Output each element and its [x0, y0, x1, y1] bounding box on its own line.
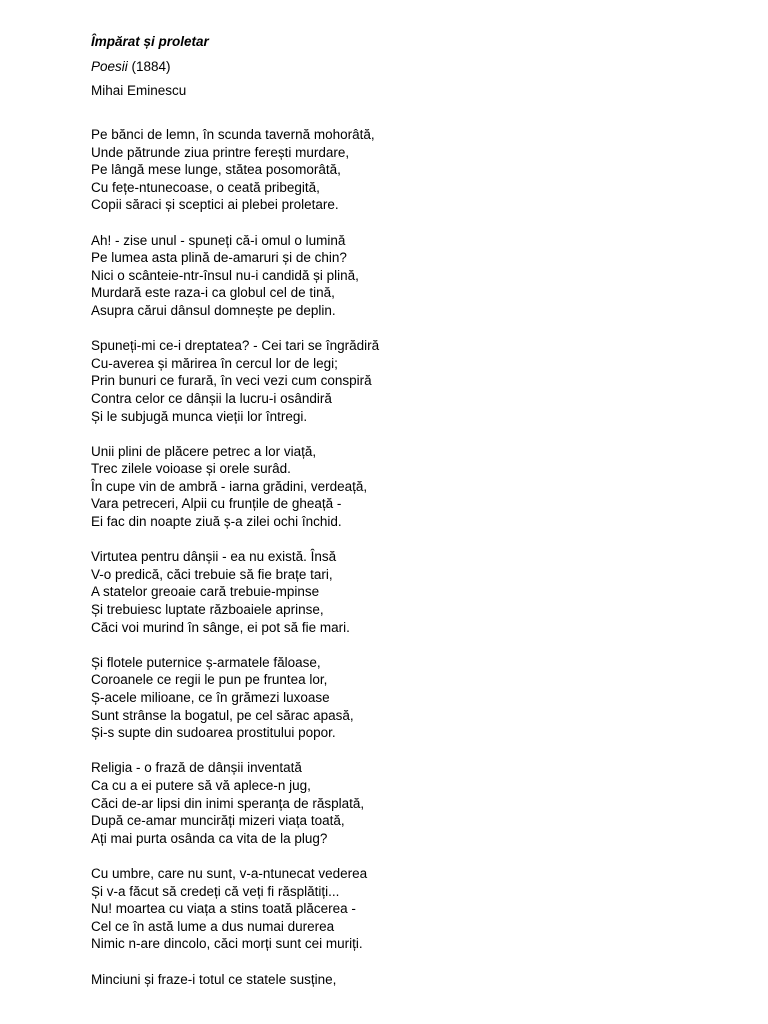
poem-line: În cupe vin de ambră - iarna grădini, verdeață,	[91, 478, 368, 494]
poem-line: Religia - o frază de dânșii inventată	[91, 760, 302, 776]
poem-line: Cu-averea și mărirea în cercul lor de legi;	[91, 355, 338, 371]
poem-line: Și trebuiesc luptate războaiele aprinse,	[91, 602, 324, 618]
poem-source	[91, 58, 751, 76]
stanza	[91, 443, 751, 531]
stanza	[91, 654, 751, 742]
poem-line: Ș-acele milioane, ce în grămezi luxoase	[91, 690, 330, 705]
poem-line: Ei fac din noapte ziuă ș-a zilei ochi închid.	[91, 514, 342, 530]
source-year: (1884)	[127, 59, 171, 74]
poem-line: Sunt strânse la bogatul, pe cel sărac apasă,	[91, 707, 354, 723]
poem-line: Unde pătrunde ziua printre ferești murdare,	[91, 144, 350, 160]
poem-line: Și v-a făcut să credeți că veți fi răsplătiți...	[91, 883, 340, 899]
poem-line: Nici o scânteie-ntr-însul nu-i candidă și plină,	[91, 267, 359, 283]
poem-title: Împărat și proletar	[91, 34, 209, 49]
poem-line: Nimic n-are dincolo, căci morți sunt cei muriți.	[91, 936, 363, 952]
poem-line: După ce-amar muncirăți mizeri viața toată,	[91, 813, 345, 829]
poem-line: Căci voi murind în sânge, ei pot să fie mari.	[91, 619, 350, 635]
poem-line: Virtutea pentru dânșii - ea nu există. Însă	[91, 549, 337, 565]
poem-line: Cu fețe-ntunecoase, o ceată pribegită,	[91, 179, 320, 195]
poem-line: Murdară este raza-i ca globul cel de tină,	[91, 285, 335, 301]
stanza	[91, 971, 751, 989]
poem-body	[91, 126, 751, 988]
poem-line: Ca cu a ei putere să vă aplece-n jug,	[91, 777, 311, 793]
poem-line: Nu! moartea cu viața a stins toată plăcerea -	[91, 901, 356, 917]
poem-line: V-o predică, căci trebuie să fie brațe tari,	[91, 566, 333, 582]
poem-line: Trec zilele voioase și orele surâd.	[91, 461, 291, 477]
poem-line: A statelor greoaie cară trebuie-mpinse	[91, 584, 320, 600]
poem-line: Căci de-ar lipsi din inimi speranța de răsplată,	[91, 795, 365, 811]
poem-line: Unii plini de plăcere petrec a lor viață,	[91, 443, 317, 459]
stanza	[91, 865, 751, 953]
poem-line: Cu umbre, care nu sunt, v-a-ntunecat vederea	[91, 865, 368, 881]
poem-line: Pe bănci de lemn, în scunda tavernă mohorâtă,	[91, 127, 375, 142]
poem-line: Pe lumea asta plină de-amaruri și de chin?	[91, 250, 347, 266]
poem-line: Vara petreceri, Alpii cu frunțile de gheață -	[91, 496, 342, 512]
poem-line: Contra celor ce dânșii la lucru-i osândiră	[91, 390, 332, 406]
poem-line: Asupra cărui dânsul domnește pe deplin.	[91, 302, 336, 318]
poem-line: Spuneți-mi ce-i dreptatea? - Cei tari se îngrădiră	[91, 338, 380, 354]
poem-line: Copii săraci și sceptici ai plebei proletare.	[91, 197, 339, 213]
stanza	[91, 232, 751, 320]
poem-line: Și flotele puternice ș-armatele făloase,	[91, 654, 321, 670]
stanza	[91, 126, 751, 214]
stanza	[91, 337, 751, 425]
poem-line: Ați mai purta osânda ca vita de la plug?	[91, 830, 328, 846]
poem-line: Ah! - zise unul - spuneți că-i omul o lumină	[91, 232, 346, 248]
stanza	[91, 759, 751, 847]
poem-author: Mihai Eminescu	[91, 83, 187, 98]
poem-line: Și le subjugă munca vieții lor întregi.	[91, 408, 308, 424]
poem-line: Prin bunuri ce furară, în veci vezi cum conspiră	[91, 373, 372, 389]
source-book: Poesii	[91, 59, 128, 74]
poem-line: Pe lângă mese lunge, stătea posomorâtă,	[91, 162, 341, 178]
poem-line: Și-s supte din sudoarea prostitului popor.	[91, 725, 336, 741]
document-page	[91, 33, 751, 1006]
poem-line: Coroanele ce regii le pun pe fruntea lor,	[91, 672, 328, 688]
poem-line: Minciuni și fraze-i totul ce statele susține,	[91, 971, 337, 987]
stanza	[91, 548, 751, 636]
poem-line: Cel ce în astă lume a dus numai durerea	[91, 918, 335, 934]
